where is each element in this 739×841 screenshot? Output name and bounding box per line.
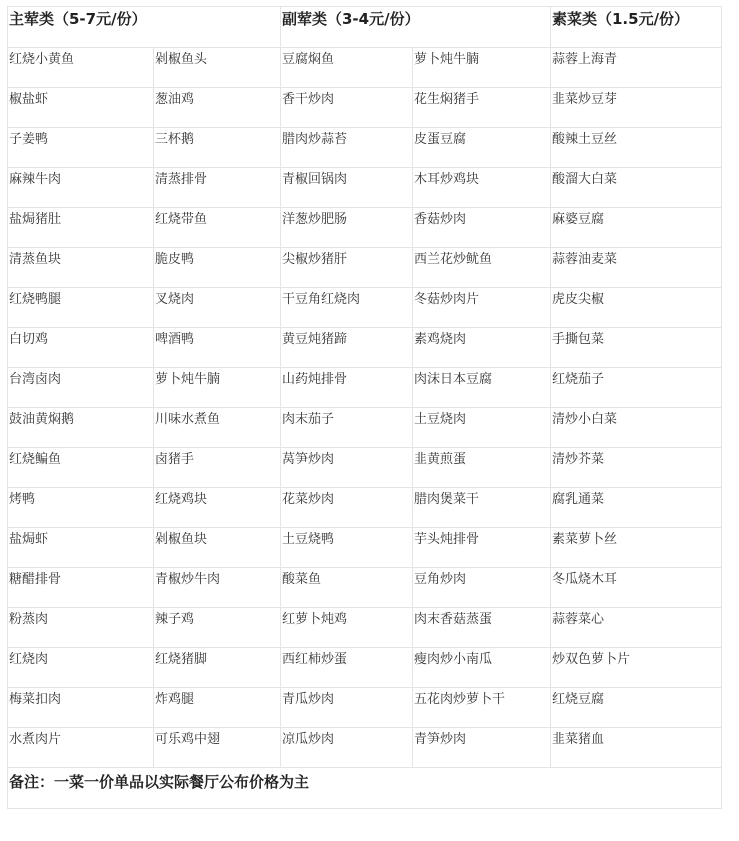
dish-cell-main-meat-2: 三杯鹅 xyxy=(154,128,281,168)
table-row xyxy=(8,168,722,208)
table-row xyxy=(8,288,722,328)
dish-cell-side-meat-1: 土豆烧鸭 xyxy=(281,528,413,568)
header-row xyxy=(8,7,722,48)
dish-cell-side-meat-1: 干豆角红烧肉 xyxy=(281,288,413,328)
dish-cell-side-meat-2: 香菇炒肉 xyxy=(413,208,551,248)
dish-cell-side-meat-2: 肉末香菇蒸蛋 xyxy=(413,608,551,648)
table-row xyxy=(8,208,722,248)
table-row xyxy=(8,528,722,568)
dish-cell-main-meat-2: 青椒炒牛肉 xyxy=(154,568,281,608)
dish-cell-main-meat-2: 川味水煮鱼 xyxy=(154,408,281,448)
dish-cell-side-meat-2: 西兰花炒鱿鱼 xyxy=(413,248,551,288)
dish-cell-side-meat-1: 腊肉炒蒜苔 xyxy=(281,128,413,168)
table-row xyxy=(8,328,722,368)
dish-cell-side-meat-1: 肉末茄子 xyxy=(281,408,413,448)
dish-cell-side-meat-2: 土豆烧肉 xyxy=(413,408,551,448)
dish-cell-side-meat-2: 皮蛋豆腐 xyxy=(413,128,551,168)
dish-cell-side-meat-2: 萝卜炖牛腩 xyxy=(413,48,551,88)
table-row xyxy=(8,448,722,488)
dish-cell-vegetable: 韭菜炒豆芽 xyxy=(551,88,722,128)
dish-cell-side-meat-1: 莴笋炒肉 xyxy=(281,448,413,488)
dish-cell-vegetable: 麻婆豆腐 xyxy=(551,208,722,248)
dish-cell-side-meat-2: 青笋炒肉 xyxy=(413,728,551,768)
table-row xyxy=(8,248,722,288)
dish-cell-main-meat-2: 红烧猪脚 xyxy=(154,648,281,688)
table-row xyxy=(8,408,722,448)
dish-cell-side-meat-1: 青椒回锅肉 xyxy=(281,168,413,208)
dish-cell-main-meat-1: 清蒸鱼块 xyxy=(8,248,154,288)
dish-cell-main-meat-2: 红烧鸡块 xyxy=(154,488,281,528)
dish-cell-main-meat-1: 红烧肉 xyxy=(8,648,154,688)
price-note: 备注：一菜一价单品以实际餐厅公布价格为主 xyxy=(8,768,722,809)
dish-cell-vegetable: 红烧茄子 xyxy=(551,368,722,408)
dish-cell-side-meat-2: 芋头炖排骨 xyxy=(413,528,551,568)
dish-cell-main-meat-2: 卤猪手 xyxy=(154,448,281,488)
dish-cell-main-meat-1: 烤鸭 xyxy=(8,488,154,528)
dish-cell-main-meat-2: 炸鸡腿 xyxy=(154,688,281,728)
dish-cell-main-meat-1: 梅菜扣肉 xyxy=(8,688,154,728)
dish-cell-side-meat-1: 洋葱炒肥肠 xyxy=(281,208,413,248)
header-vegetable: 素菜类（1.5元/份） xyxy=(551,7,722,48)
dish-cell-main-meat-1: 台湾卤肉 xyxy=(8,368,154,408)
dish-cell-vegetable: 酸辣土豆丝 xyxy=(551,128,722,168)
dish-cell-vegetable: 冬瓜烧木耳 xyxy=(551,568,722,608)
table-row xyxy=(8,48,722,88)
dish-cell-side-meat-1: 酸菜鱼 xyxy=(281,568,413,608)
dish-cell-side-meat-1: 豆腐焖鱼 xyxy=(281,48,413,88)
dish-cell-vegetable: 手撕包菜 xyxy=(551,328,722,368)
dish-cell-side-meat-1: 西红柿炒蛋 xyxy=(281,648,413,688)
dish-cell-side-meat-1: 红萝卜炖鸡 xyxy=(281,608,413,648)
dish-cell-main-meat-1: 粉蒸肉 xyxy=(8,608,154,648)
dish-cell-main-meat-1: 红烧鳊鱼 xyxy=(8,448,154,488)
table-row xyxy=(8,488,722,528)
table-row xyxy=(8,648,722,688)
dish-cell-main-meat-2: 红烧带鱼 xyxy=(154,208,281,248)
dish-cell-main-meat-2: 叉烧肉 xyxy=(154,288,281,328)
dish-cell-main-meat-2: 辣子鸡 xyxy=(154,608,281,648)
dish-cell-side-meat-1: 山药炖排骨 xyxy=(281,368,413,408)
dish-cell-vegetable: 蒜蓉菜心 xyxy=(551,608,722,648)
table-row xyxy=(8,728,722,768)
dish-cell-side-meat-1: 青瓜炒肉 xyxy=(281,688,413,728)
dish-cell-main-meat-1: 子姜鸭 xyxy=(8,128,154,168)
dish-cell-main-meat-2: 可乐鸡中翅 xyxy=(154,728,281,768)
dish-cell-vegetable: 红烧豆腐 xyxy=(551,688,722,728)
dish-cell-main-meat-2: 脆皮鸭 xyxy=(154,248,281,288)
dish-cell-main-meat-2: 啤酒鸭 xyxy=(154,328,281,368)
table-row xyxy=(8,88,722,128)
dish-cell-main-meat-1: 红烧小黄鱼 xyxy=(8,48,154,88)
dish-cell-main-meat-2: 剁椒鱼头 xyxy=(154,48,281,88)
dish-cell-vegetable: 韭菜猪血 xyxy=(551,728,722,768)
dish-cell-vegetable: 炒双色萝卜片 xyxy=(551,648,722,688)
dish-cell-side-meat-2: 韭黄煎蛋 xyxy=(413,448,551,488)
dish-cell-side-meat-1: 黄豆炖猪蹄 xyxy=(281,328,413,368)
dish-cell-main-meat-2: 葱油鸡 xyxy=(154,88,281,128)
dish-cell-vegetable: 清炒小白菜 xyxy=(551,408,722,448)
dish-cell-main-meat-2: 清蒸排骨 xyxy=(154,168,281,208)
table-row xyxy=(8,688,722,728)
dish-cell-vegetable: 酸溜大白菜 xyxy=(551,168,722,208)
dish-cell-side-meat-1: 花菜炒肉 xyxy=(281,488,413,528)
dish-cell-main-meat-1: 糖醋排骨 xyxy=(8,568,154,608)
header-side-meat: 副荤类（3-4元/份） xyxy=(281,7,551,48)
menu-table xyxy=(7,6,722,809)
dish-cell-main-meat-2: 萝卜炖牛腩 xyxy=(154,368,281,408)
dish-cell-vegetable: 蒜蓉油麦菜 xyxy=(551,248,722,288)
dish-cell-side-meat-2: 腊肉煲菜干 xyxy=(413,488,551,528)
dish-cell-main-meat-1: 麻辣牛肉 xyxy=(8,168,154,208)
menu-table-body xyxy=(8,7,722,809)
dish-cell-main-meat-1: 盐焗虾 xyxy=(8,528,154,568)
dish-cell-side-meat-2: 瘦肉炒小南瓜 xyxy=(413,648,551,688)
dish-cell-side-meat-2: 花生焖猪手 xyxy=(413,88,551,128)
dish-cell-side-meat-1: 尖椒炒猪肝 xyxy=(281,248,413,288)
dish-cell-main-meat-1: 椒盐虾 xyxy=(8,88,154,128)
table-row xyxy=(8,128,722,168)
dish-cell-vegetable: 素菜萝卜丝 xyxy=(551,528,722,568)
dish-cell-main-meat-1: 盐焗猪肚 xyxy=(8,208,154,248)
table-row xyxy=(8,608,722,648)
dish-cell-side-meat-2: 肉沫日本豆腐 xyxy=(413,368,551,408)
dish-cell-main-meat-1: 红烧鸭腿 xyxy=(8,288,154,328)
header-main-meat: 主荤类（5-7元/份） xyxy=(8,7,281,48)
table-row xyxy=(8,368,722,408)
dish-cell-vegetable: 虎皮尖椒 xyxy=(551,288,722,328)
dish-cell-vegetable: 清炒芥菜 xyxy=(551,448,722,488)
dish-cell-side-meat-2: 五花肉炒萝卜干 xyxy=(413,688,551,728)
dish-cell-vegetable: 蒜蓉上海青 xyxy=(551,48,722,88)
note-row xyxy=(8,768,722,809)
dish-cell-side-meat-2: 素鸡烧肉 xyxy=(413,328,551,368)
table-row xyxy=(8,568,722,608)
dish-cell-main-meat-2: 剁椒鱼块 xyxy=(154,528,281,568)
dish-cell-main-meat-1: 鼓油黄焖鹅 xyxy=(8,408,154,448)
dish-cell-side-meat-2: 豆角炒肉 xyxy=(413,568,551,608)
dish-cell-side-meat-1: 香干炒肉 xyxy=(281,88,413,128)
dish-cell-side-meat-2: 木耳炒鸡块 xyxy=(413,168,551,208)
dish-cell-side-meat-2: 冬菇炒肉片 xyxy=(413,288,551,328)
dish-cell-vegetable: 腐乳通菜 xyxy=(551,488,722,528)
dish-cell-main-meat-1: 水煮肉片 xyxy=(8,728,154,768)
dish-cell-main-meat-1: 白切鸡 xyxy=(8,328,154,368)
dish-cell-side-meat-1: 凉瓜炒肉 xyxy=(281,728,413,768)
